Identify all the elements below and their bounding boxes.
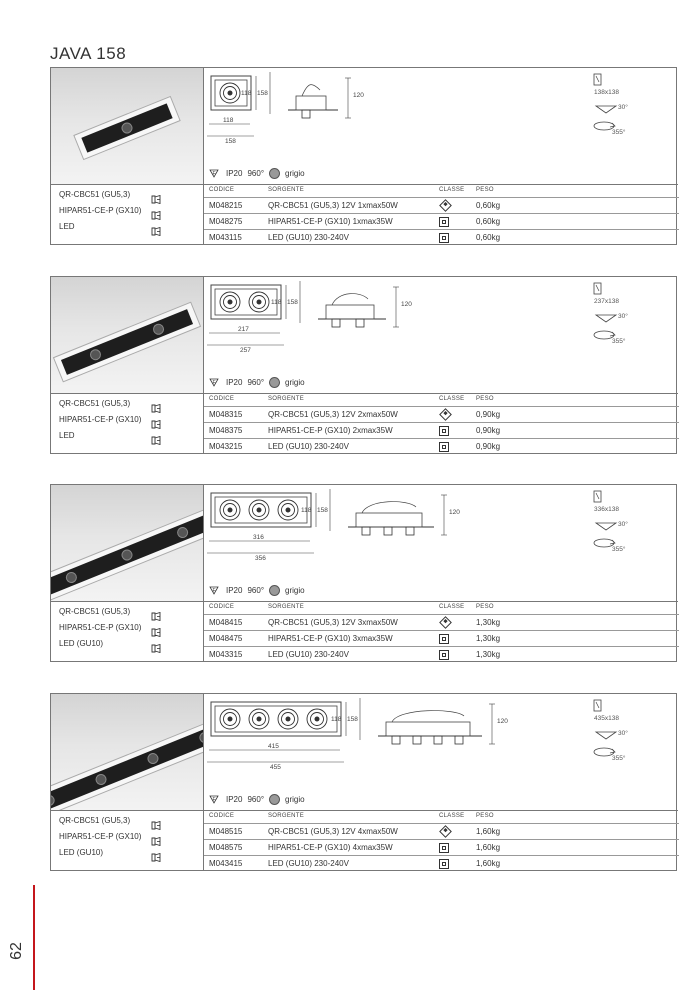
table-row xyxy=(204,197,679,212)
product-code: M048315 xyxy=(209,410,243,419)
color-label: grigio xyxy=(285,586,305,595)
tilt-angle: 30° xyxy=(618,730,628,737)
light-source-item: LED xyxy=(59,431,75,440)
source-description: LED (GU10) 230-240V xyxy=(268,859,349,868)
page-accent-bar xyxy=(33,885,35,990)
lamp-icon xyxy=(151,191,161,200)
light-source-list xyxy=(51,184,203,244)
weight: 0,90kg xyxy=(476,442,501,451)
lamp-icon xyxy=(151,624,161,633)
svg-text:F: F xyxy=(212,171,216,177)
header-codice: CODICE xyxy=(209,813,235,819)
product-code: M048475 xyxy=(209,634,243,643)
product-code: M048215 xyxy=(209,201,243,210)
product-title: JAVA 158 xyxy=(50,44,127,63)
dim-width-inner: 118 xyxy=(223,117,234,124)
cut-out-size: 435x138 xyxy=(594,715,619,722)
header-classe: CLASSE xyxy=(439,813,465,819)
source-description: LED (GU10) 230-240V xyxy=(268,650,349,659)
source-description: LED (GU10) 230-240V xyxy=(268,233,349,242)
insulation-class-icon xyxy=(439,426,449,438)
header-sorgente: SORGENTE xyxy=(268,187,305,193)
color-swatch xyxy=(269,377,280,388)
light-source-item: HIPAR51-CE-P (GX10) xyxy=(59,206,142,215)
product-code-table xyxy=(203,601,678,661)
light-source-list xyxy=(51,393,203,453)
insulation-class-icon xyxy=(439,843,449,855)
table-row xyxy=(204,646,679,661)
product-block-4 xyxy=(50,693,677,871)
technical-drawing xyxy=(203,68,678,184)
insulation-class-icon xyxy=(439,827,450,838)
header-sorgente: SORGENTE xyxy=(268,396,305,402)
ip-rating-line xyxy=(226,794,305,805)
color-swatch xyxy=(269,794,280,805)
lamp-icon xyxy=(151,223,161,232)
light-source-item: QR-CBC51 (GU5,3) xyxy=(59,607,131,616)
header-classe: CLASSE xyxy=(439,187,465,193)
lamp-icon xyxy=(151,207,161,216)
product-photo xyxy=(51,277,203,393)
header-peso: PESO xyxy=(476,604,494,610)
dim-height-outer: 158 xyxy=(257,90,268,97)
glow-wire-temp: 960° xyxy=(247,795,265,804)
product-block-2 xyxy=(50,276,677,454)
weight: 0,60kg xyxy=(476,233,501,242)
header-codice: CODICE xyxy=(209,187,235,193)
lamp-icon xyxy=(151,416,161,425)
cut-out-size: 138x138 xyxy=(594,89,619,96)
product-code: M043415 xyxy=(209,859,243,868)
header-peso: PESO xyxy=(476,187,494,193)
light-source-item: HIPAR51-CE-P (GX10) xyxy=(59,415,142,424)
weight: 1,30kg xyxy=(476,618,501,627)
product-code-table xyxy=(203,184,678,244)
product-photo xyxy=(51,694,203,810)
weight: 0,60kg xyxy=(476,217,501,226)
dim-height-inner: 118 xyxy=(301,507,312,514)
insulation-class-icon xyxy=(439,650,449,662)
header-sorgente: SORGENTE xyxy=(268,813,305,819)
source-description: LED (GU10) 230-240V xyxy=(268,442,349,451)
svg-text:F: F xyxy=(212,588,216,594)
dimension-drawing xyxy=(204,485,678,601)
rotation-angle: 355° xyxy=(612,129,626,136)
lamp-icon xyxy=(151,400,161,409)
product-code-table xyxy=(203,393,678,453)
header-classe: CLASSE xyxy=(439,604,465,610)
table-row xyxy=(204,438,679,453)
weight: 1,60kg xyxy=(476,843,501,852)
product-photo xyxy=(51,68,203,184)
product-code: M048575 xyxy=(209,843,243,852)
table-row xyxy=(204,422,679,437)
technical-drawing xyxy=(203,694,678,810)
insulation-class-icon xyxy=(439,201,450,212)
dimension-drawing xyxy=(204,694,678,810)
light-source-list xyxy=(51,601,203,661)
rotation-angle: 355° xyxy=(612,338,626,345)
product-code: M048275 xyxy=(209,217,243,226)
product-code: M043115 xyxy=(209,233,242,242)
weight: 1,30kg xyxy=(476,634,501,643)
svg-text:F: F xyxy=(212,380,216,386)
table-row xyxy=(204,614,679,629)
table-row xyxy=(204,630,679,645)
ip-rating: IP20 xyxy=(226,378,243,387)
rotation-angle: 355° xyxy=(612,755,626,762)
table-row xyxy=(204,213,679,228)
weight: 1,60kg xyxy=(476,859,501,868)
weight: 1,60kg xyxy=(476,827,501,836)
lamp-icon xyxy=(151,817,161,826)
color-label: grigio xyxy=(285,169,305,178)
recessed-light-image xyxy=(51,694,203,810)
header-codice: CODICE xyxy=(209,604,235,610)
dim-height-inner: 118 xyxy=(331,716,342,723)
product-code: M048415 xyxy=(209,618,243,627)
table-row xyxy=(204,839,679,854)
table-row xyxy=(204,406,679,421)
dim-width-inner: 217 xyxy=(238,326,249,333)
tilt-angle: 30° xyxy=(618,521,628,528)
dim-width-outer: 455 xyxy=(270,764,281,771)
ip-rating-line xyxy=(226,377,305,388)
insulation-class-icon xyxy=(439,859,449,871)
header-codice: CODICE xyxy=(209,396,235,402)
insulation-class-icon xyxy=(439,634,449,646)
light-source-item: HIPAR51-CE-P (GX10) xyxy=(59,623,142,632)
color-swatch xyxy=(269,168,280,179)
light-source-item: LED (GU10) xyxy=(59,639,104,648)
header-classe: CLASSE xyxy=(439,396,465,402)
glow-wire-temp: 960° xyxy=(247,169,265,178)
tilt-angle: 30° xyxy=(618,313,628,320)
product-code-table xyxy=(203,810,678,870)
dimension-drawing xyxy=(204,68,678,184)
dim-height-outer: 158 xyxy=(317,507,328,514)
weight: 0,90kg xyxy=(476,426,501,435)
color-swatch xyxy=(269,585,280,596)
recessed-light-image xyxy=(51,277,203,393)
product-photo xyxy=(51,485,203,601)
tilt-angle: 30° xyxy=(618,104,628,111)
insulation-class-icon xyxy=(439,233,449,245)
technical-drawing xyxy=(203,485,678,601)
light-source-item: QR-CBC51 (GU5,3) xyxy=(59,816,131,825)
header-sorgente: SORGENTE xyxy=(268,604,305,610)
page-number: 62 xyxy=(7,942,25,960)
svg-text:F: F xyxy=(212,797,216,803)
technical-drawing xyxy=(203,277,678,393)
light-source-item: HIPAR51-CE-P (GX10) xyxy=(59,832,142,841)
color-label: grigio xyxy=(285,795,305,804)
source-description: QR-CBC51 (GU5,3) 12V 1xmax50W xyxy=(268,201,398,210)
dim-width-inner: 316 xyxy=(253,534,264,541)
glow-wire-temp: 960° xyxy=(247,378,265,387)
table-row xyxy=(204,229,679,244)
dim-height-inner: 118 xyxy=(271,299,282,306)
light-source-item: QR-CBC51 (GU5,3) xyxy=(59,399,131,408)
insulation-class-icon xyxy=(439,217,449,229)
product-code: M043215 xyxy=(209,442,243,451)
ip-rating: IP20 xyxy=(226,795,243,804)
dim-depth: 120 xyxy=(449,509,460,516)
glow-wire-temp: 960° xyxy=(247,586,265,595)
product-code: M048375 xyxy=(209,426,243,435)
dim-depth: 120 xyxy=(353,92,364,99)
ip-rating-line xyxy=(226,585,305,596)
lamp-icon xyxy=(151,833,161,842)
source-description: QR-CBC51 (GU5,3) 12V 3xmax50W xyxy=(268,618,398,627)
recessed-light-image xyxy=(51,485,203,601)
insulation-class-icon xyxy=(439,442,449,454)
header-peso: PESO xyxy=(476,396,494,402)
lamp-icon xyxy=(151,849,161,858)
weight: 0,90kg xyxy=(476,410,501,419)
dim-width-outer: 356 xyxy=(255,555,266,562)
light-source-item: LED xyxy=(59,222,75,231)
light-source-item: LED (GU10) xyxy=(59,848,104,857)
lamp-icon xyxy=(151,432,161,441)
color-label: grigio xyxy=(285,378,305,387)
dim-width-outer: 158 xyxy=(225,138,236,145)
dim-width-inner: 415 xyxy=(268,743,279,750)
recessed-light-image xyxy=(51,68,203,184)
source-description: QR-CBC51 (GU5,3) 12V 2xmax50W xyxy=(268,410,398,419)
lamp-icon xyxy=(151,640,161,649)
product-code: M043315 xyxy=(209,650,243,659)
weight: 1,30kg xyxy=(476,650,501,659)
dim-width-outer: 257 xyxy=(240,347,251,354)
rotation-angle: 355° xyxy=(612,546,626,553)
header-peso: PESO xyxy=(476,813,494,819)
product-block-1 xyxy=(50,67,677,245)
dim-height-outer: 158 xyxy=(287,299,298,306)
source-description: HIPAR51-CE-P (GX10) 1xmax35W xyxy=(268,217,393,226)
light-source-list xyxy=(51,810,203,870)
source-description: HIPAR51-CE-P (GX10) 2xmax35W xyxy=(268,426,393,435)
product-block-3 xyxy=(50,484,677,662)
table-row xyxy=(204,823,679,838)
dim-height-outer: 158 xyxy=(347,716,358,723)
ip-rating: IP20 xyxy=(226,169,243,178)
source-description: QR-CBC51 (GU5,3) 12V 4xmax50W xyxy=(268,827,398,836)
source-description: HIPAR51-CE-P (GX10) 3xmax35W xyxy=(268,634,393,643)
lamp-icon xyxy=(151,608,161,617)
dim-depth: 120 xyxy=(497,718,508,725)
product-code: M048515 xyxy=(209,827,243,836)
ip-rating-line xyxy=(226,168,305,179)
insulation-class-icon xyxy=(439,410,450,421)
insulation-class-icon xyxy=(439,618,450,629)
light-source-item: QR-CBC51 (GU5,3) xyxy=(59,190,131,199)
source-description: HIPAR51-CE-P (GX10) 4xmax35W xyxy=(268,843,393,852)
cut-out-size: 336x138 xyxy=(594,506,619,513)
ip-rating: IP20 xyxy=(226,586,243,595)
weight: 0,60kg xyxy=(476,201,501,210)
table-row xyxy=(204,855,679,870)
cut-out-size: 237x138 xyxy=(594,298,619,305)
dimension-drawing xyxy=(204,277,678,393)
dim-height-inner: 118 xyxy=(241,90,252,97)
dim-depth: 120 xyxy=(401,301,412,308)
